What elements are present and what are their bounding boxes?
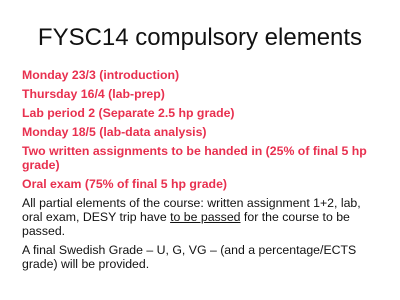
passed-emphasis: to be passed [170,210,241,224]
partial-elements-text-end: for the course to be passed. [22,210,350,238]
bullet-item-oral-exam: Oral exam (75% of final 5 hp grade) [22,177,228,191]
bullet-item-written-assignments: Two written assignments to be handed in (25% of final 5 hp grade) [22,144,367,172]
bullet-item-partial-elements [22,196,384,238]
bullet-item-lab-prep: Thursday 16/4 (lab-prep) [22,87,165,101]
bullet-item-final-grade: A final Swedish Grade – U, G, VG – (and a percentage/ECTS grade) will be provided. [22,243,357,271]
partial-elements-text: All partial elements of the course: written assignment 1+2, lab, oral exam, DESY trip have [22,196,361,224]
bullet-item-introduction: Monday 23/3 (introduction) [22,68,180,82]
bullet-item-lab-period: Lab period 2 (Separate 2.5 hp grade) [22,106,235,120]
slide-title: FYSC14 compulsory elements [37,24,363,51]
bullet-list [22,68,384,276]
bullet-item-lab-data-analysis: Monday 18/5 (lab-data analysis) [22,125,207,139]
